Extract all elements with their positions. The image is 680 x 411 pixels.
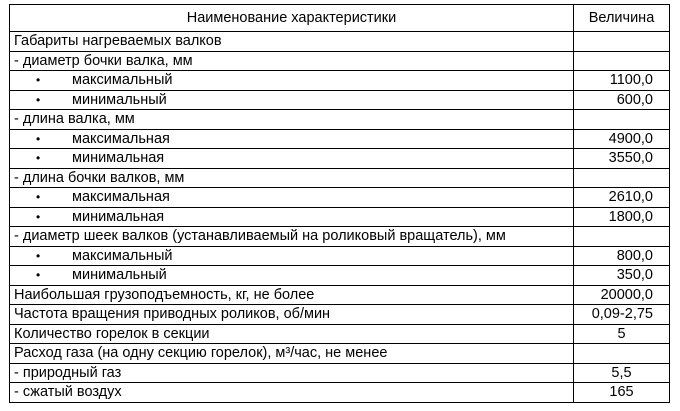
bullet-icon: • [36,73,41,88]
bullet-icon: • [36,151,41,166]
table-row [10,383,670,403]
row-value: 20000,0 [574,285,670,305]
table-row [10,71,670,91]
row-label-cell [10,51,574,71]
row-label: - сжатый воздух [14,384,122,401]
row-label-cell [10,32,574,52]
table-row [10,266,670,286]
row-label-cell [10,383,574,403]
bullet-icon: • [36,248,41,263]
row-label-cell [10,285,574,305]
table-row [10,324,670,344]
spec-table [9,4,670,403]
row-label-cell [10,129,574,149]
row-label: - длина бочки валков, мм [14,169,185,186]
table-row [10,32,670,52]
row-value: 2610,0 [574,188,670,208]
table-header-row [10,5,670,32]
table-row [10,227,670,247]
bullet-icon: • [36,92,41,107]
row-label: - длина валка, мм [14,111,135,128]
row-label: - природный газ [14,364,122,381]
row-value: 1100,0 [574,71,670,91]
row-label: Количество горелок в секции [14,325,210,342]
bullet-icon: • [36,131,41,146]
table-row [10,168,670,188]
row-label-cell [10,110,574,130]
table-row [10,246,670,266]
row-value: 165 [574,383,670,403]
row-label-cell [10,71,574,91]
row-label: максимальная [72,130,170,147]
table-row [10,90,670,110]
table-row [10,285,670,305]
row-label: - диаметр шеек валков (устанавливаемый на роликовый вращатель), мм [14,228,506,245]
row-value [574,51,670,71]
row-label-cell [10,168,574,188]
table-row [10,344,670,364]
row-label: максимальный [72,72,173,89]
row-value: 0,09-2,75 [574,305,670,325]
row-label: Частота вращения приводных роликов, об/мин [14,306,331,323]
row-label-cell [10,227,574,247]
row-value [574,227,670,247]
row-value: 1800,0 [574,207,670,227]
table-row [10,305,670,325]
row-label-cell [10,207,574,227]
row-label-cell [10,149,574,169]
table-row [10,188,670,208]
row-label: максимальная [72,189,170,206]
row-label: - диаметр бочки валка, мм [14,52,193,69]
row-label-cell [10,246,574,266]
row-value [574,344,670,364]
row-label-cell [10,344,574,364]
table-row [10,51,670,71]
row-label: Габариты нагреваемых валков [14,33,222,50]
spec-table-body [10,5,670,403]
table-row [10,129,670,149]
row-value [574,168,670,188]
row-value: 600,0 [574,90,670,110]
bullet-icon: • [36,209,41,224]
bullet-icon: • [36,190,41,205]
row-label: минимальный [72,91,167,108]
header-value: Величина [574,5,670,32]
row-label-cell [10,363,574,383]
row-label-cell [10,188,574,208]
row-value: 4900,0 [574,129,670,149]
row-value: 350,0 [574,266,670,286]
row-label-cell [10,266,574,286]
spec-table-wrapper [9,4,670,403]
row-value [574,110,670,130]
table-row [10,149,670,169]
row-label: минимальная [72,150,165,167]
row-value [574,32,670,52]
row-label: Расход газа (на одну секцию горелок), м³/час, не менее [14,345,388,362]
table-row [10,363,670,383]
row-label: минимальный [72,267,167,284]
row-label: минимальная [72,208,165,225]
bullet-icon: • [36,268,41,283]
row-value: 5,5 [574,363,670,383]
row-value: 5 [574,324,670,344]
row-label-cell [10,305,574,325]
row-value: 3550,0 [574,149,670,169]
row-label-cell [10,324,574,344]
row-label: максимальный [72,247,173,264]
row-label-cell [10,90,574,110]
table-row [10,207,670,227]
table-row [10,110,670,130]
row-value: 800,0 [574,246,670,266]
row-label: Наибольшая грузоподъемность, кг, не более [14,286,315,303]
header-name: Наименование характеристики [10,5,574,32]
